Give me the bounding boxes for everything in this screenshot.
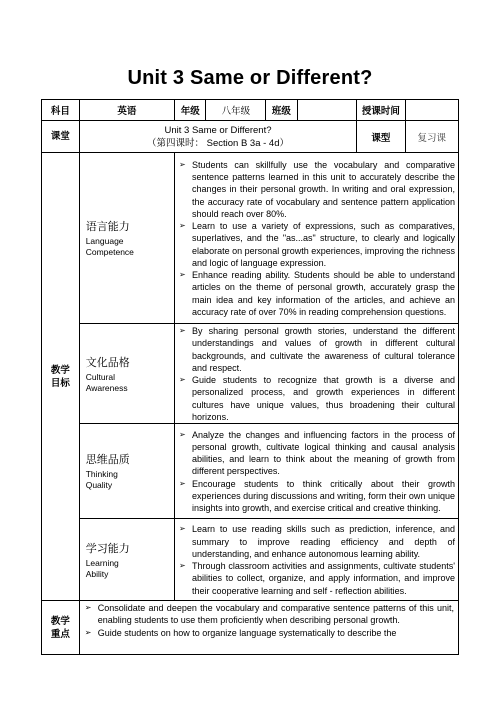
arrow-bullet-icon: ➢ [179, 326, 186, 335]
list-item: ➢ Analyze the changes and influencing factors in the process of personal growth, cultivate logical thinking and causal analysis abilities, and learn to think about the meaning of growth from different perspectives. [179, 429, 455, 477]
objective-row-learning [42, 519, 459, 601]
arrow-bullet-icon: ➢ [84, 627, 92, 637]
key-points-row [42, 601, 459, 655]
objective-row-language [42, 153, 459, 324]
list-item: ➢ Learn to use reading skills such as prediction, inference, and summary to improve reading efficiency and depth of understanding, and enhance autonomous learning ability. [179, 524, 455, 559]
list-item: ➢ Through classroom activities and assignments, cultivate students' abilities to collect, organize, and apply information, and improve their cooperative learning and self - reflection abilities. [179, 561, 455, 596]
category-en: Awareness [85, 382, 128, 393]
category-zh: 文化品格 [85, 355, 130, 369]
document-title: Unit 3 Same or Different? [127, 67, 373, 89]
grade-label: 年级 [175, 100, 206, 121]
list-item: ➢ Students can skillfully use the vocabulary and comparative sentence patterns learned in this unit to accurately describe the changes in their personal growth. In writing and oral expression, the accuracy rate of vocabulary and sentence pattern application should reach over 80%. [179, 159, 455, 219]
category-zh: 学习能力 [85, 541, 130, 555]
objective-row-thinking [42, 424, 459, 519]
lesson-label: 课堂 [42, 121, 80, 153]
arrow-bullet-icon: ➢ [179, 478, 186, 488]
arrow-bullet-icon: ➢ [84, 603, 92, 612]
category-cultural [79, 324, 174, 424]
arrow-bullet-icon: ➢ [179, 375, 186, 384]
lesson-plan-table [41, 99, 459, 655]
objective-items-learning [175, 519, 459, 601]
class-value [297, 100, 357, 121]
grade-value: 八年级 [206, 100, 266, 121]
lesson-type-label: 课型 [357, 121, 405, 153]
lesson-section: （第四课时： Section B 3a - 4d） [146, 137, 290, 149]
category-zh: 思维品质 [85, 453, 130, 466]
list-item: ➢ Learn to use a variety of expressions, such as comparatives, superlatives, and the "as...as" structure, to clearly and logically elaborate on personal growth experiences, improving the richness and logic of language expression. [179, 221, 455, 268]
arrow-bullet-icon: ➢ [179, 561, 186, 570]
time-label: 授课时间 [357, 100, 405, 121]
arrow-bullet-icon: ➢ [179, 524, 186, 534]
header-row [42, 100, 459, 121]
key-points-label: 教学 重点 [42, 601, 80, 655]
class-label: 班级 [266, 100, 297, 121]
list-item: ➢ Enhance reading ability. Students should be able to understand articles on the theme of personal growth, accurately grasp the main idea and key information of the articles, and achieve an accuracy rate of over 70% in reading comprehension questions. [179, 270, 455, 317]
list-item: ➢ By sharing personal growth stories, understand the different understandings and values of growth in different cultural backgrounds, and cultivate the awareness of cultural tolerance and respect. [179, 326, 455, 373]
arrow-bullet-icon: ➢ [179, 221, 186, 231]
objective-items-thinking [175, 424, 459, 519]
objectives-label: 教学 目标 [42, 153, 80, 601]
arrow-bullet-icon: ➢ [179, 270, 186, 280]
objective-items-cultural [175, 324, 459, 424]
objective-items-language [175, 153, 459, 324]
arrow-bullet-icon: ➢ [179, 159, 186, 169]
category-en: Ability [85, 568, 109, 579]
lesson-title: Unit 3 Same or Different? [164, 124, 272, 136]
category-en: Quality [85, 480, 113, 490]
time-value [405, 100, 459, 121]
lesson-type-value: 复习课 [405, 121, 459, 153]
category-zh: 语言能力 [85, 220, 130, 233]
lesson-title-cell [79, 121, 357, 153]
category-en: Learning [85, 557, 119, 568]
subject-label: 科目 [42, 100, 80, 121]
list-item: ➢ Guide students to recognize that growth is a diverse and personalized process, and growth experiences in different cultures have unique values, thus broadening their cultural horizons. [179, 375, 455, 422]
subject-value: 英语 [79, 100, 174, 121]
list-item: ➢ Encourage students to think critically about their growth experiences during discussions and writing, form their own unique insights into growth, and exercise critical and creative thinking. [179, 478, 455, 514]
lesson-row [42, 121, 459, 153]
category-en: Competence [85, 247, 134, 257]
category-thinking [79, 424, 174, 519]
category-en: Cultural [85, 371, 115, 382]
arrow-bullet-icon: ➢ [179, 429, 186, 439]
category-learning [79, 519, 174, 601]
list-item: ➢ Guide students on how to organize language systematically to describe the [84, 627, 397, 638]
objective-row-cultural [42, 324, 459, 424]
list-item: ➢ Consolidate and deepen the vocabulary and comparative sentence patterns of this unit, enabling students to use them proficiently when describing personal growth. [84, 603, 454, 626]
category-language [79, 153, 174, 324]
key-points-items [79, 601, 458, 655]
category-en: Thinking [85, 469, 118, 479]
category-en: Language [85, 236, 124, 246]
